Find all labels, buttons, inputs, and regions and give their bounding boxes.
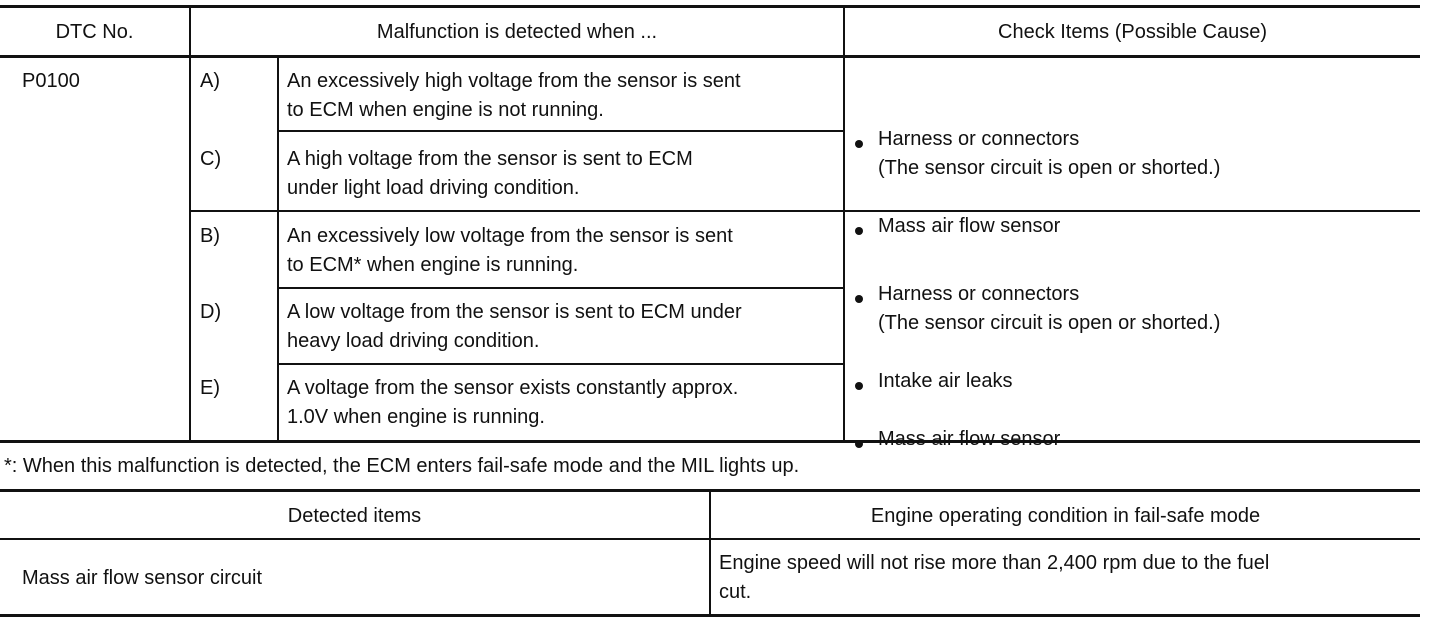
cause-item: Intake air leaks <box>851 367 1416 396</box>
condition-id: E) <box>200 377 220 399</box>
table1-top-border <box>0 5 1420 8</box>
condition-id: D) <box>200 301 222 323</box>
header-detected-items: Detected items <box>287 505 422 527</box>
condition-text: A low voltage from the sensor is sent to ECM under heavy load driving condition. <box>287 301 742 352</box>
table1-divider-a-c <box>278 130 843 132</box>
header-dtc-no: DTC No. <box>55 21 134 43</box>
header-malfunction: Malfunction is detected when ... <box>376 21 658 43</box>
header-check-items: Check Items (Possible Cause) <box>998 21 1267 43</box>
table1-col-divider-3 <box>843 5 845 443</box>
condition-text: An excessively low voltage from the sensor is sent to ECM* when engine is running. <box>287 225 733 276</box>
failsafe-condition: Engine speed will not rise more than 2,400 rpm due to the fuel cut. <box>719 552 1270 603</box>
header-failsafe-condition: Engine operating condition in fail-safe mode <box>870 505 1261 527</box>
detected-item: Mass air flow sensor circuit <box>22 567 263 589</box>
condition-text: A voltage from the sensor exists constantly approx. 1.0V when engine is running. <box>287 377 739 428</box>
condition-id: B) <box>200 225 220 247</box>
table1-header-divider <box>0 55 1420 58</box>
footnote: *: When this malfunction is detected, the ECM enters fail-safe mode and the MIL lights up. <box>4 455 800 477</box>
table1-divider-d-e <box>278 363 843 365</box>
cause-item: Mass air flow sensor <box>851 212 1416 241</box>
table1-divider-b-d <box>278 287 843 289</box>
cause-item: Mass air flow sensor <box>851 425 1416 454</box>
condition-id: A) <box>200 70 220 92</box>
cause-item: Harness or connectors (The sensor circuit is open or shorted.) <box>851 125 1416 183</box>
condition-text: An excessively high voltage from the sensor is sent to ECM when engine is not running. <box>287 70 741 121</box>
table1-col-divider-2 <box>277 57 279 443</box>
cause-item: Harness or connectors (The sensor circuit is open or shorted.) <box>851 280 1416 338</box>
table1-col-divider-1 <box>189 5 191 443</box>
dtc-code: P0100 <box>22 70 80 92</box>
condition-text: A high voltage from the sensor is sent to ECM under light load driving condition. <box>287 148 693 199</box>
condition-id: C) <box>200 148 222 170</box>
